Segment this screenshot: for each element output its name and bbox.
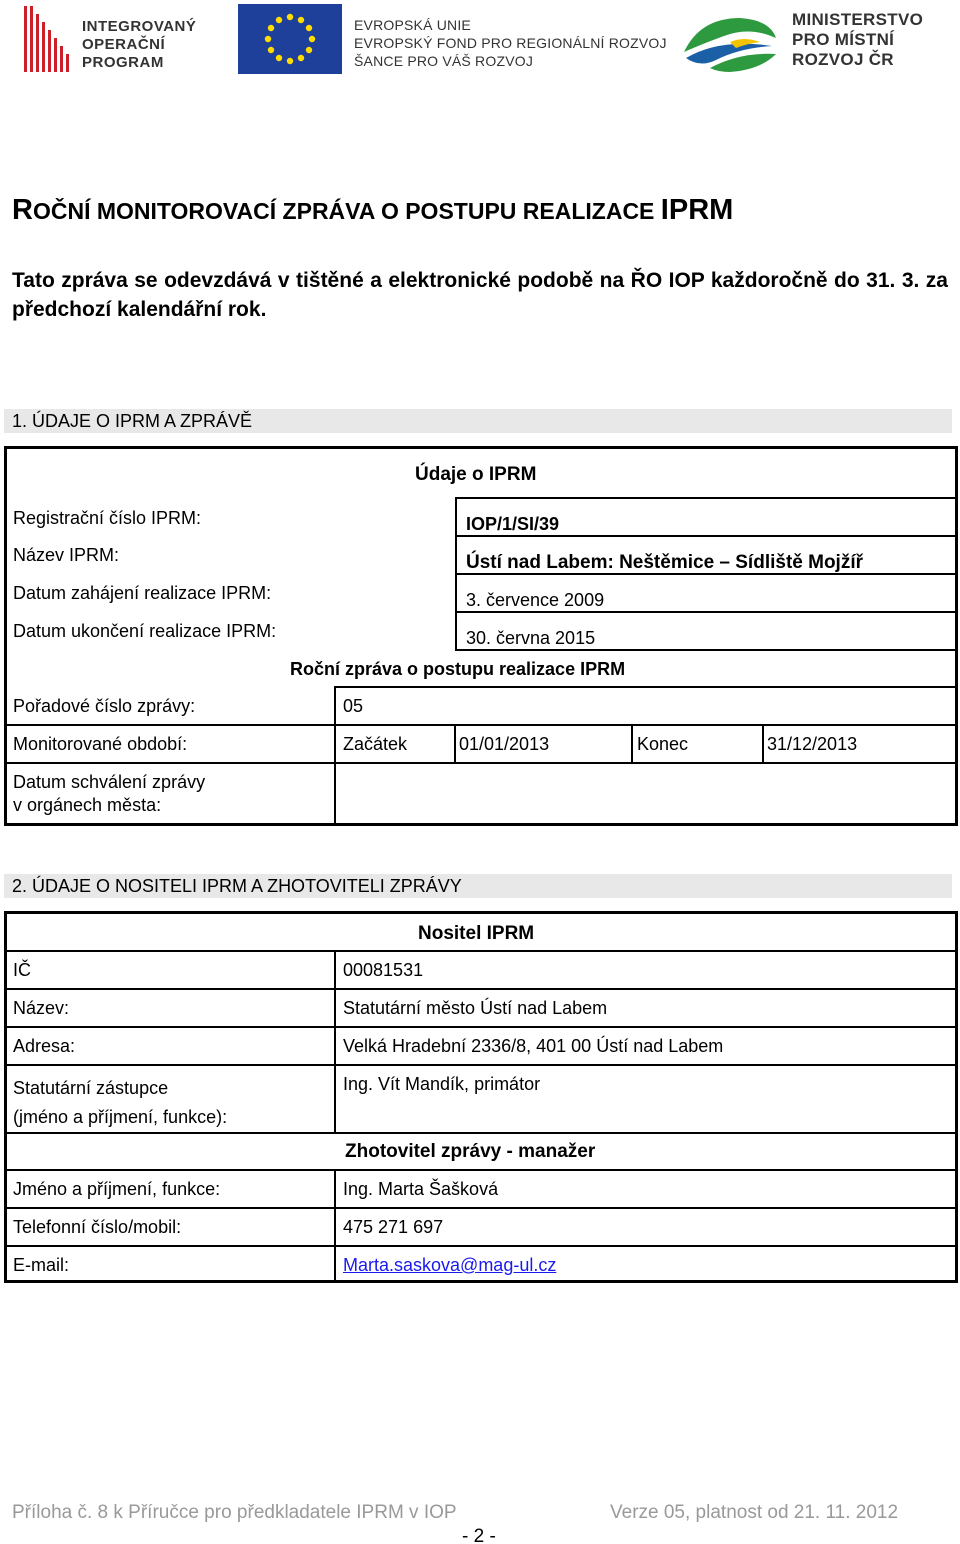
representative-label: Statutární zástupce (jméno a příjmení, funkce): (13, 1078, 228, 1127)
start-date-label: Datum zahájení realizace IPRM: (13, 583, 272, 603)
iop-logo-text: INTEGROVANÝ OPERAČNÍ PROGRAM (82, 18, 197, 71)
iop-logo-mark (22, 6, 72, 72)
reg-number-label: Registrační číslo IPRM: (13, 508, 202, 528)
ic-label: IČ (13, 960, 31, 980)
report-order-value: 05 (343, 696, 364, 716)
period-start-value: 01/01/2013 (459, 734, 550, 754)
mmr-logo-text: MINISTERSTVO PRO MÍSTNÍ ROZVOJ ČR (792, 10, 924, 69)
period-end-value: 31/12/2013 (767, 734, 858, 754)
eu-logo-text: EVROPSKÁ UNIE EVROPSKÝ FOND PRO REGIONÁLNÍ ROZVOJ ŠANCE PRO VÁŠ ROZVOJ (354, 17, 667, 69)
ic-value: 00081531 (343, 960, 424, 980)
email-link[interactable]: Marta.saskova@mag-ul.cz (343, 1255, 557, 1275)
author-name-label: Jméno a příjmení, funkce: (13, 1179, 221, 1199)
header-logos (0, 0, 960, 85)
table-title-udaje: Údaje o IPRM (415, 464, 537, 485)
intro-paragraph: Tato zpráva se odevzdává v tištěné a elektronické podobě na ŘO IOP každoročně do 31. 3. za předchozí kalendářní rok. (12, 269, 948, 321)
holder-address-value: Velká Hradební 2336/8, 401 00 Ústí nad Labem (343, 1036, 724, 1056)
period-end-label: Konec (637, 734, 689, 754)
iprm-info-table (4, 446, 958, 826)
footer-version: Verze 05, platnost od 21. 11. 2012 (610, 1502, 899, 1523)
end-date-label: Datum ukončení realizace IPRM: (13, 621, 277, 641)
author-name-value: Ing. Marta Šašková (343, 1179, 499, 1199)
section-1-heading: 1. ÚDAJE O IPRM A ZPRÁVĚ (4, 409, 952, 433)
page-number: - 2 - (462, 1526, 496, 1544)
reg-number-value: IOP/1/SI/39 (466, 514, 560, 534)
phone-value: 475 271 697 (343, 1217, 444, 1237)
iprm-name-label: Název IPRM: (13, 545, 120, 565)
representative-value: Ing. Vít Mandík, primátor (343, 1074, 541, 1094)
holder-address-label: Adresa: (13, 1036, 76, 1056)
period-start-label: Začátek (343, 734, 408, 754)
table-title-zhotovitel: Zhotovitel zprávy - manažer (345, 1141, 596, 1162)
report-order-label: Pořadové číslo zprávy: (13, 696, 196, 716)
iprm-name-value: Ústí nad Labem: Neštěmice – Sídliště Mojžíř (466, 552, 863, 573)
document-title: ROČNÍ MONITOROVACÍ ZPRÁVA O POSTUPU REALIZACE IPRM (12, 194, 734, 226)
annual-report-title: Roční zpráva o postupu realizace IPRM (290, 659, 626, 679)
holder-name-label: Název: (13, 998, 70, 1018)
approval-date-label: Datum schválení zprávy v orgánech města: (13, 772, 206, 815)
footer-annex: Příloha č. 8 k Příručce pro předkladatele IPRM v IOP (12, 1502, 457, 1523)
phone-label: Telefonní číslo/mobil: (13, 1217, 182, 1237)
end-date-value: 30. června 2015 (466, 628, 596, 648)
start-date-value: 3. července 2009 (466, 590, 605, 610)
section-2-heading: 2. ÚDAJE O NOSITELI IPRM A ZHOTOVITELI ZPRÁVY (4, 874, 952, 898)
eu-flag-icon (238, 4, 342, 74)
email-label: E-mail: (13, 1255, 70, 1275)
period-label: Monitorované období: (13, 734, 188, 754)
table-title-nositel: Nositel IPRM (418, 923, 535, 944)
mmr-logo-mark (680, 12, 780, 76)
holder-info-table (4, 911, 958, 1283)
holder-name-value: Statutární město Ústí nad Labem (343, 998, 608, 1018)
